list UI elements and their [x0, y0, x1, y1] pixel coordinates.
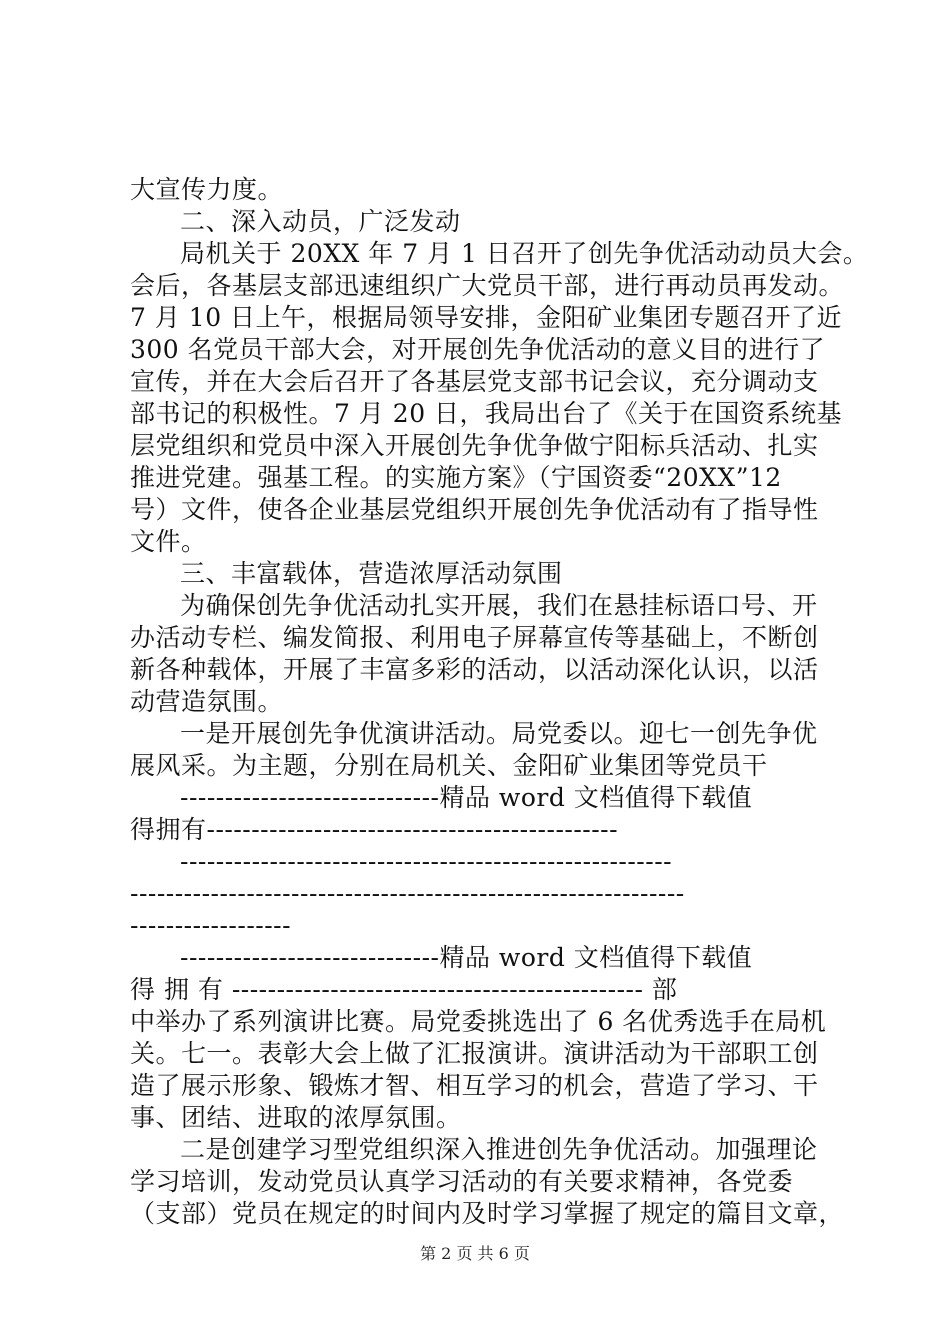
text-line: 为确保创先争优活动扎实开展，我们在悬挂标语口号、开 — [180, 591, 818, 620]
text-line: 会后，各基层支部迅速组织广大党员干部，进行再动员再发动。 — [130, 271, 845, 300]
text-line: 300 名党员干部大会，对开展创先争优活动的意义目的进行了 — [130, 335, 826, 364]
text-line: 文件。 — [130, 527, 207, 556]
dash-line: -------------------------------------------------------------- — [130, 879, 685, 908]
text-line: 事、团结、进取的浓厚氛围。 — [130, 1103, 462, 1132]
text-line: 造了展示形象、锻炼才智、相互学习的机会，营造了学习、干 — [130, 1071, 819, 1100]
text-line: 推进党建。强基工程。的实施方案》（宁国资委“20XX”12 — [130, 463, 782, 492]
page-number-footer: 第 2 页 共 6 页 — [420, 1244, 530, 1263]
text-line: 新各种载体，开展了丰富多彩的活动，以活动深化认识，以活 — [130, 655, 819, 684]
dash-line: ------------------------------------------------------- — [180, 847, 673, 876]
watermark-line: 得 拥 有 ---------------------------------------------- 部 — [130, 975, 678, 1004]
text-line: 局机关于 20XX 年 7 月 1 日召开了创先争优活动动员大会。 — [180, 239, 869, 268]
text-line: 二是创建学习型党组织深入推进创先争优活动。加强理论 — [180, 1135, 818, 1164]
text-line: 7 月 10 日上午，根据局领导安排，金阳矿业集团专题召开了近 — [130, 303, 843, 332]
text-line: 大宣传力度。 — [130, 175, 284, 204]
text-line: 宣传，并在大会后召开了各基层党支部书记会议，充分调动支 — [130, 367, 819, 396]
section-heading: 三、丰富载体，营造浓厚活动氛围 — [180, 559, 563, 588]
section-heading: 二、深入动员，广泛发动 — [180, 207, 461, 236]
text-line: （支部）党员在规定的时间内及时学习掌握了规定的篇目文章， — [130, 1199, 845, 1228]
text-line: 办活动专栏、编发简报、利用电子屏幕宣传等基础上，不断创 — [130, 623, 819, 652]
text-line: 展风采。为主题，分别在局机关、金阳矿业集团等党员干 — [130, 751, 768, 780]
text-line: 一是开展创先争优演讲活动。局党委以。迎七一创先争优 — [180, 719, 818, 748]
text-line: 号）文件，使各企业基层党组织开展创先争优活动有了指导性 — [130, 495, 819, 524]
text-line: 动营造氛围。 — [130, 687, 284, 716]
text-line: 关。七一。表彰大会上做了汇报演讲。演讲活动为干部职工创 — [130, 1039, 819, 1068]
text-line: 学习培训，发动党员认真学习活动的有关要求精神，各党委 — [130, 1167, 794, 1196]
dash-line: ------------------ — [130, 911, 292, 940]
watermark-line: -----------------------------精品 word 文档值得下载值 — [180, 943, 753, 972]
watermark-line: -----------------------------精品 word 文档值得下载值 — [180, 783, 753, 812]
watermark-line: 得拥有---------------------------------------------- — [130, 815, 619, 844]
text-line: 层党组织和党员中深入开展创先争优争做宁阳标兵活动、扎实 — [130, 431, 819, 460]
text-line: 部书记的积极性。7 月 20 日，我局出台了《关于在国资系统基 — [130, 399, 843, 428]
text-line: 中举办了系列演讲比赛。局党委挑选出了 6 名优秀选手在局机 — [130, 1007, 827, 1036]
